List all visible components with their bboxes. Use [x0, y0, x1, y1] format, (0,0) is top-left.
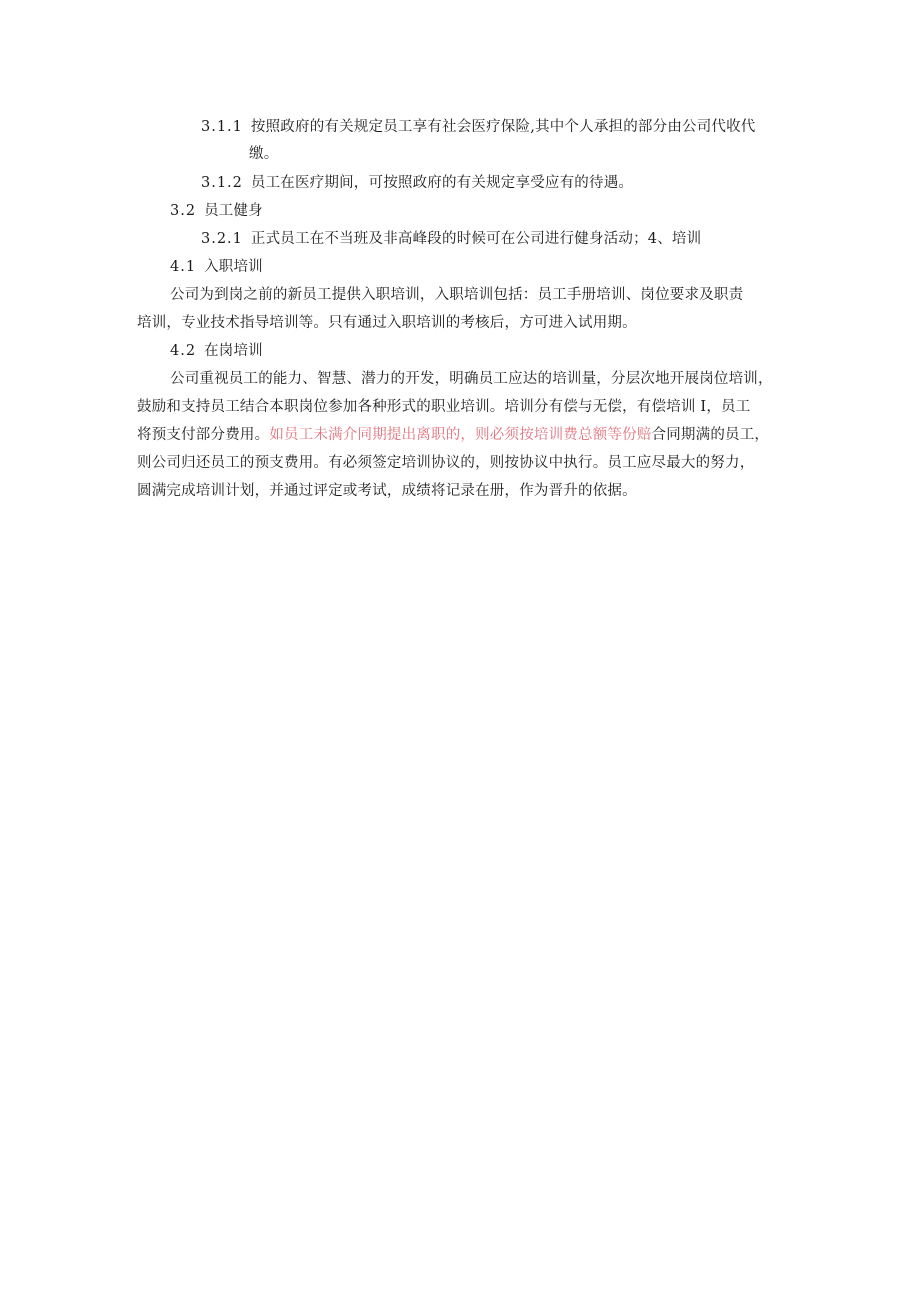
paragraph-text: 将预支付部分费用。	[137, 427, 270, 443]
paragraph-text: 圆满完成培训计划，并通过评定或考试，成绩将记录在册，作为晋升的依据。	[137, 483, 637, 499]
section-4-2-paragraph-line5	[137, 481, 637, 501]
section-title: 入职培训	[204, 259, 263, 275]
clause-text: 员工在医疗期间，可按照政府的有关规定享受应有的待遇。	[250, 175, 634, 191]
clause-text: 缴。	[249, 146, 279, 162]
clause-text: 按照政府的有关规定员工享有社会医疗保险,其中个人承担的部分由公司代收代	[250, 119, 756, 135]
section-title: 员工健身	[204, 203, 263, 219]
section-4-2-paragraph-line1	[170, 369, 773, 389]
clause-3-1-1-line1	[201, 117, 756, 137]
clause-text: 正式员工在不当班及非高峰段的时候可在公司进行健身活动；4、培训	[250, 231, 702, 247]
paragraph-text: 公司为到岗之前的新员工提供入职培训，入职培训包括：员工手册培训、岗位要求及职责	[170, 287, 744, 303]
highlighted-text: 如员工未满介同期提出离职的，则必须按培训费总额等份赔	[269, 427, 652, 443]
paragraph-text: 合同期满的员工，	[651, 427, 770, 443]
section-number: 4.2	[170, 343, 197, 359]
clause-3-1-2	[201, 173, 633, 193]
section-number: 4.1	[170, 259, 197, 275]
paragraph-text: 公司重视员工的能力、智慧、潜力的开发，明确员工应达的培训量，分层次地开展岗位培训，	[170, 371, 773, 387]
section-4-2-paragraph-line2	[137, 397, 750, 417]
section-number: 3.2	[170, 203, 197, 219]
paragraph-text: 培训，专业技术指导培训等。只有通过入职培训的考核后，方可进入试用期。	[137, 315, 637, 331]
clause-number: 3.1.2	[201, 175, 243, 191]
section-4-1-paragraph-line2	[137, 313, 637, 333]
paragraph-text: 鼓励和支持员工结合本职岗位参加各种形式的职业培训。培训分有偿与无偿，有偿培训 I，员工	[137, 399, 751, 415]
paragraph-text: 则公司归还员工的预支费用。有必须签定培训协议的，则按协议中执行。员工应尽最大的努力，	[137, 455, 755, 471]
section-4-1-paragraph-line1	[170, 285, 743, 305]
clause-number: 3.1.1	[201, 119, 243, 135]
section-3-2-heading	[170, 201, 263, 221]
clause-number: 3.2.1	[201, 231, 243, 247]
section-title: 在岗培训	[204, 343, 263, 359]
clause-3-2-1	[201, 229, 701, 249]
section-4-2-paragraph-line4	[137, 453, 754, 473]
section-4-2-paragraph-line3	[137, 425, 769, 445]
section-4-2-heading	[170, 341, 263, 361]
section-4-1-heading	[170, 257, 263, 277]
clause-3-1-1-line2	[249, 144, 278, 164]
